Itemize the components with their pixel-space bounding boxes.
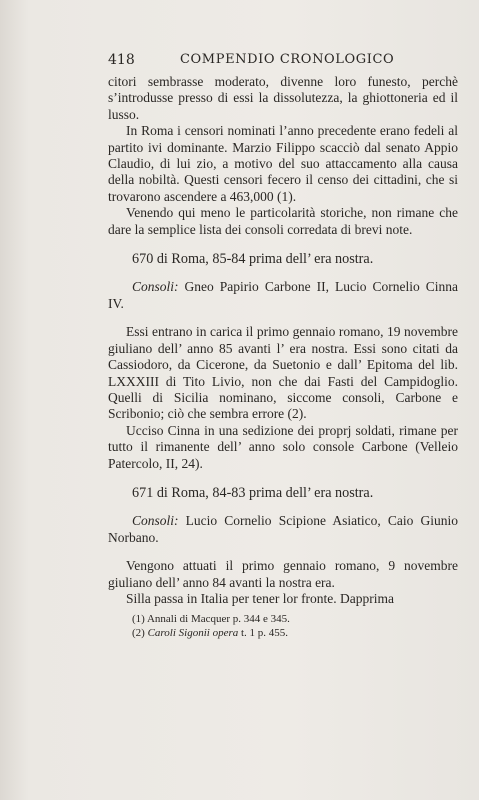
section-heading-671: 671 di Roma, 84-83 prima dell’ era nostra.: [132, 484, 374, 501]
page-number: 418: [108, 52, 135, 68]
footnote-2-pages: t. 1 p. 455.: [238, 626, 289, 639]
consoli-line-671: [108, 513, 458, 546]
paragraph-vengono-attuati: Vengono attuati il primo gennaio romano, 9 novembre giuliano dell’ anno 84 avanti la nostra era.: [108, 558, 458, 590]
consoli-label: Consoli:: [132, 279, 179, 295]
consoli-line-670: [108, 279, 458, 312]
paragraph-note: Venendo qui meno le particolarità storiche, non rimane che dare la semplice lista dei consoli corredata di brevi note.: [108, 205, 458, 237]
paragraph-silla: Silla passa in Italia per tener lor fronte. Dapprima: [126, 590, 395, 606]
consoli-names: Gneo Papirio Carbone II, Lucio Cornelio Cinna IV.: [108, 279, 458, 311]
paragraph-continuation: citori sembrasse moderato, divenne loro funesto, perchè s’introdusse presso di essi la dissolutezza, la ghiottoneria ed il lusso.: [108, 74, 458, 122]
running-title: COMPENDIO CRONOLOGICO: [180, 52, 395, 67]
consoli-names: Lucio Cornelio Scipione Asiatico, Caio Giunio Norbano.: [108, 513, 458, 545]
footnote-2: [132, 627, 412, 641]
page-header: [108, 52, 408, 70]
paragraph-essi-entrano: Essi entrano in carica il primo gennaio romano, 19 novembre giuliano dell’ anno 85 avanti l’ era nostra. Essi sono citati da Cassiodoro, da Cicerone, da Suetonio e dall’ Epitoma del lib. LXXXIII di Tito Livio, non che dai Fasti del Campidoglio. Quelli di Sicilia nominano, siccome consoli, Carbone e Scribonio; ciò che sembra errore (2).: [108, 324, 458, 422]
footnote-2-number: (2): [132, 626, 148, 639]
footnote-2-title: Caroli Sigonii opera: [147, 626, 239, 639]
footnote-1: (1) Annali di Macquer p. 344 e 345.: [132, 613, 290, 625]
footnotes: [132, 613, 412, 641]
section-heading-670: 670 di Roma, 85-84 prima dell’ era nostra.: [132, 251, 374, 268]
paragraph-censori: In Roma i censori nominati l’anno precedente erano fedeli al partito ivi dominante. Marzio Filippo scacciò dal senato Appio Claudio, di lui zio, a motivo del suo attaccamento alla causa della nobiltà. Questi censori fecero il censo dei cittadini, che si trovarono ascendere a 463,000 (1).: [108, 123, 458, 204]
consoli-label: Consoli:: [132, 513, 179, 529]
page-body: [108, 74, 458, 607]
paragraph-ucciso-cinna: Ucciso Cinna in una sedizione dei proprj soldati, rimane per tutto il rimanente dell’ anno solo console Carbone (Velleio Patercolo, II, 24).: [108, 422, 458, 471]
